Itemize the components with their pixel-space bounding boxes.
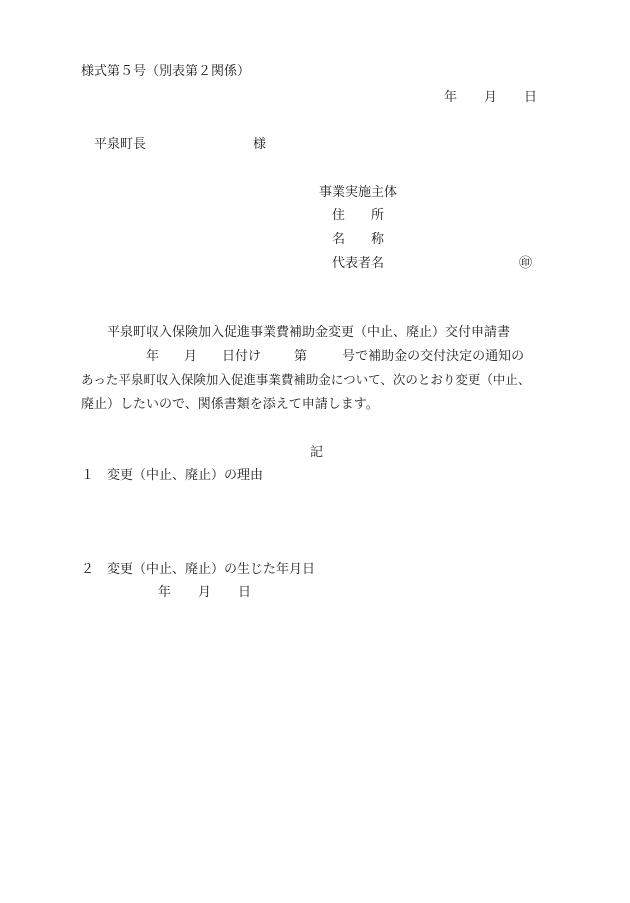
recipient-name: 平泉町長	[94, 137, 147, 152]
date-line	[444, 91, 537, 104]
body-line-3: 廃止）したいので、関係書類を添えて申請します。	[81, 397, 379, 412]
item-2	[81, 563, 315, 576]
item-1-number: １	[81, 468, 95, 483]
body-line-2: あった平泉町収入保険加入促進事業費補助金について、次のとおり変更（中止、	[81, 372, 531, 387]
address-label: 住 所	[332, 208, 385, 223]
seal-icon: ㊞	[519, 256, 533, 271]
recipient-honorific: 様	[253, 137, 267, 152]
representative-label: 代表者名	[332, 256, 385, 271]
name-label: 名 称	[332, 232, 385, 247]
item-2-number: ２	[81, 562, 95, 577]
date-year-label: 年	[444, 90, 458, 105]
date-month-label: 月	[484, 90, 498, 105]
document-title: 平泉町収入保険加入促進事業費補助金変更（中止、廃止）交付申請書	[107, 325, 511, 340]
ki-heading: 記	[310, 445, 324, 460]
form-number: 様式第５号（別表第２関係）	[81, 64, 251, 79]
item-2-date: 年 月 日	[158, 585, 252, 600]
date-day-label: 日	[524, 90, 538, 105]
body-line-1: 年 月 日付け 第 号で補助金の交付決定の通知の	[146, 349, 525, 364]
applicant-heading: 事業実施主体	[319, 185, 398, 200]
item-1	[81, 469, 263, 482]
item-2-text: 変更（中止、廃止）の生じた年月日	[107, 562, 316, 577]
item-1-text: 変更（中止、廃止）の理由	[107, 468, 264, 483]
